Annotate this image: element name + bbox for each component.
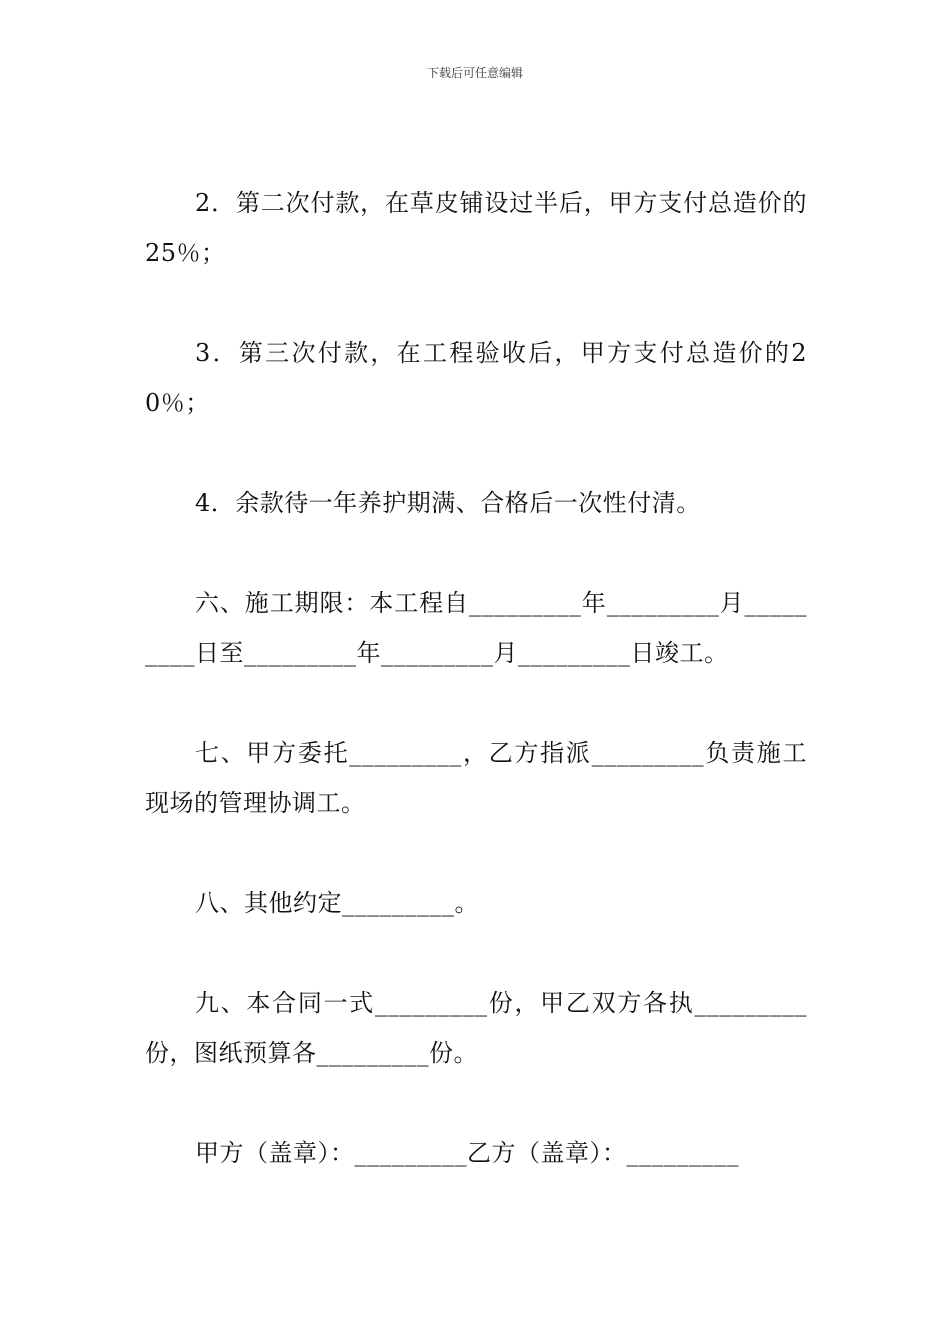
page-header: 下载后可任意编辑: [426, 66, 523, 80]
clause-balance-payment: 4．余款待一年养护期满、合格后一次性付清。: [195, 489, 701, 517]
clause-other-agreements: 八、其他约定_________。: [195, 889, 479, 917]
clause-construction-period: 六、施工期限：本工程自_________年_________月_________日至_________年_________月_________日竣工。: [145, 589, 807, 667]
clause-second-payment: 2．第二次付款，在草皮铺设过半后，甲方支付总造价的25％；: [145, 189, 807, 267]
clause-third-payment: 3．第三次付款，在工程验收后，甲方支付总造价的20％；: [145, 339, 807, 417]
signature-line: 甲方（盖章）：_________乙方（盖章）：_________: [195, 1139, 739, 1167]
clause-copies: 九、本合同一式_________份，甲乙双方各执_________份，图纸预算各_________份。: [145, 989, 807, 1067]
clause-site-management: 七、甲方委托_________，乙方指派_________负责施工现场的管理协调工。: [145, 739, 807, 817]
document-body: [145, 178, 807, 1228]
